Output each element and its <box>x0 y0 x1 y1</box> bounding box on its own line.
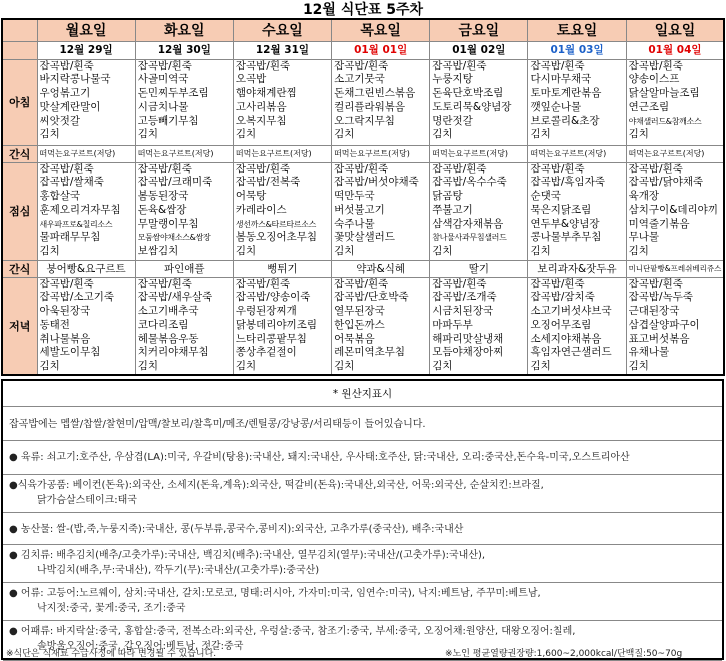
lunch-cell <box>332 162 430 260</box>
menu-item: 돈채그린빈스볶음 <box>334 87 416 100</box>
menu-item: 사골미역국 <box>137 73 189 86</box>
menu-item: 세발도이무침 <box>39 346 101 359</box>
menu-item: 잡곡밥/새우살죽 <box>137 291 213 304</box>
menu-item: 열무된장국 <box>334 305 385 318</box>
menu-item: 육개장 <box>628 190 660 203</box>
menu-item: 잡곡밥/흰죽 <box>432 162 487 175</box>
menu-item: 고등빼기무침 <box>137 114 199 127</box>
menu-item: 버섯불고기 <box>334 203 385 216</box>
day-name: 목요일 <box>332 19 430 41</box>
menu-item: 아욱된장국 <box>39 305 91 318</box>
menu-item: 근대된장국 <box>628 305 680 318</box>
menu-item: 어묵볶음 <box>334 332 375 345</box>
menu-item: 김치 <box>235 128 257 141</box>
menu-item: 봄동오징어초무침 <box>235 231 318 244</box>
menu-item: 다시마무채국 <box>530 73 592 86</box>
menu-item: 잡곡밥/소고기죽 <box>39 291 115 304</box>
breakfast-cell <box>430 59 528 145</box>
menu-item: 잡곡밥/잠치죽 <box>530 291 595 304</box>
day-name: 수요일 <box>233 19 331 41</box>
menu-item: 카레라이스 <box>235 203 287 216</box>
menu-item: 쭈불고기 <box>432 203 473 216</box>
origin-note-line: ● 어패류: 바지락살:중국, 홍합살:중국, 전복소라:외국산, 우렁살:중국, 참조기:중국, 부세:중국, 오징어채:원양산, 대왕오징어:칠레, <box>9 626 576 637</box>
menu-item: 동태전 <box>39 318 70 331</box>
day-date: 01월 02일 <box>430 41 528 59</box>
snack-item: 약과&식혜 <box>332 260 430 277</box>
menu-item: 우렁된장찌개 <box>235 305 297 318</box>
menu-item: 순댓국 <box>530 190 561 203</box>
origin-note-line: ●식육가공품: 베이컨(돈육):외국산, 소세지(돈육,계육):외국산, 떡갈비(돈육):국내산,외국산, 어묵:외국산, 순살치킨:브라질, <box>9 480 544 491</box>
date-row <box>2 41 724 59</box>
menu-item: 김치 <box>432 245 453 258</box>
menu-item: 삼치구이&데리야끼 <box>628 203 718 216</box>
menu-item: 삼색감자채볶음 <box>432 217 504 230</box>
corner-cell <box>2 19 37 41</box>
origin-note-line: ● 김치류: 배추김치(배추/고춧가루):국내산, 백김치(배추):국내산, 열무김치(열무):국내산/(고춧가루):국내산), <box>9 550 486 561</box>
menu-item: 맛살계란말이 <box>39 100 101 113</box>
menu-item: 치커리야채무침 <box>137 346 209 359</box>
snack-item: 떠먹는요구르트(저당) <box>233 145 331 162</box>
menu-item: 잡곡밥/흰죽 <box>628 162 683 175</box>
menu-item: 묵은지닭조림 <box>530 203 592 216</box>
snack-item: 보리과자&잣두유 <box>528 260 626 277</box>
snack-item: 떠먹는요구르트(저당) <box>332 145 430 162</box>
breakfast-row <box>2 59 724 145</box>
lunch-cell <box>528 162 626 260</box>
menu-item: 유채나물 <box>628 346 670 359</box>
origin-note-line: 솔방울오징어:중국, 갑오징어:베트남, 젓갈:중국 <box>37 641 244 652</box>
menu-item: 김치 <box>137 360 158 373</box>
origin-note-block <box>3 583 722 621</box>
day-name: 일요일 <box>626 19 724 41</box>
breakfast-cell <box>135 59 233 145</box>
rice-note-text: 잡곡밥에는 멥쌀/찹쌀/찰현미/압맥/찰보리/찰흑미/메조/렌틸콩/강낭콩/서리태등이 들어있습니다. <box>9 419 426 430</box>
menu-item: 잡곡밥/흰죽 <box>432 59 487 72</box>
dinner-cell <box>430 277 528 375</box>
menu-item: 김치 <box>39 128 60 141</box>
origin-note-line: ● 육류: 쇠고기:호주산, 우삼겹(LA):미국, 우갈비(탕용):국내산, 돼지:국내산, 우사태:호주산, 닭:국내산, 오리:중국산,돈수육-미국,오스트리아산 <box>9 452 630 463</box>
menu-item: 레몬미역초무침 <box>334 346 406 359</box>
origin-note-block <box>3 513 722 545</box>
menu-item: 삼겹살양파구이 <box>628 318 700 331</box>
menu-item: 잡곡밥/흰죽 <box>235 162 291 175</box>
menu-item: 김치 <box>334 245 355 258</box>
snack-item: 미니단팥빵&프레쉬베리쥬스 <box>626 260 724 277</box>
menu-item: 바지락콩나물국 <box>39 73 111 86</box>
menu-item: 헤물볶음우동 <box>137 332 199 345</box>
meal-plan-table <box>1 18 725 376</box>
origin-note-line: 낙지젓:중국, 꽃게:중국, 조기:중국 <box>37 603 186 614</box>
snack-item: 붕어빵&요구르트 <box>37 260 135 277</box>
menu-item: 잡곡밥/흰죽 <box>137 277 192 290</box>
origin-note-line: 나박김치(배추,무:국내산), 깍두기(무):국내산/(고춧가루):중국산) <box>37 565 320 576</box>
menu-item: 햄야채계란찜 <box>235 87 297 100</box>
breakfast-cell <box>37 59 135 145</box>
snack-item: 떠먹는요구르트(저당) <box>135 145 233 162</box>
menu-item: 우엉볶고기 <box>39 87 91 100</box>
menu-item: 김치 <box>628 245 649 258</box>
snack1-row <box>2 145 724 162</box>
snack-item: 딸기 <box>430 260 528 277</box>
dinner-cell <box>528 277 626 375</box>
origin-notes-header: * 원산지표시 <box>3 381 722 407</box>
origin-note-block <box>3 441 722 475</box>
day-name: 화요일 <box>135 19 233 41</box>
menu-item: 한입돈까스 <box>334 318 385 331</box>
menu-item: 고사리볶음 <box>235 100 287 113</box>
day-date: 12월 29일 <box>37 41 135 59</box>
menu-item: 잡곡밥/닭야채죽 <box>628 176 704 189</box>
day-date: 01월 01일 <box>332 41 430 59</box>
menu-item: 시금치된장국 <box>432 305 494 318</box>
breakfast-cell <box>233 59 331 145</box>
menu-item: 물파래무무침 <box>39 231 101 244</box>
dinner-label: 저녁 <box>2 277 37 375</box>
menu-item: 김치 <box>235 245 257 258</box>
menu-item: 잡곡밥/흰죽 <box>530 277 585 290</box>
menu-item: 소고기뭇국 <box>334 73 385 86</box>
menu-item: 잡곡밥/흰죽 <box>334 59 389 72</box>
menu-item: 김치 <box>432 128 453 141</box>
menu-item: 소세지야채볶음 <box>530 332 602 345</box>
menu-item: 쫑상추겉절이 <box>235 346 297 359</box>
menu-item: 김치 <box>137 128 158 141</box>
menu-item: 돈육단호박조림 <box>432 87 504 100</box>
menu-item: 잡곡밥/양송이죽 <box>235 291 311 304</box>
menu-item: 무말랭이무침 <box>137 217 199 230</box>
menu-item: 소고기버섯샤브국 <box>530 305 612 318</box>
menu-item: 김치 <box>334 128 355 141</box>
menu-item: 누룽지탕 <box>432 73 473 86</box>
breakfast-label: 아침 <box>2 59 37 145</box>
lunch-row <box>2 162 724 260</box>
day-date: 12월 30일 <box>135 41 233 59</box>
menu-item: 연두부&양념장 <box>530 217 600 230</box>
lunch-label: 점심 <box>2 162 37 260</box>
menu-item: 씨앗젓갈 <box>39 114 81 127</box>
menu-item: 홍합살국 <box>39 190 81 203</box>
origin-note-line: ● 농산물: 쌀-(밥,죽,누룽지죽):국내산, 콩(두부류,콩국수,콩비지):외국산, 고추가루(중국산), 배추:국내산 <box>9 524 464 535</box>
lunch-cell <box>37 162 135 260</box>
menu-item: 야채샐러드&참깨소스 <box>628 116 702 126</box>
breakfast-cell <box>528 59 626 145</box>
menu-item: 도토리묵&양념장 <box>432 100 512 113</box>
menu-item: 김치 <box>530 360 551 373</box>
menu-item: 생선까스&타르타르소스 <box>235 219 317 229</box>
menu-item: 브로콜리&초장 <box>530 114 600 127</box>
menu-item: 떡만두국 <box>334 190 375 203</box>
menu-item: 오곡밥 <box>235 73 267 86</box>
menu-item: 토마토계란볶음 <box>530 87 602 100</box>
menu-item: 마파두부 <box>432 318 473 331</box>
lunch-cell <box>233 162 331 260</box>
menu-item: 봄동된장국 <box>137 190 189 203</box>
snack-item: 떠먹는요구르트(저당) <box>37 145 135 162</box>
menu-item: 잡곡밥/흰죽 <box>628 277 683 290</box>
menu-item: 잡곡밥/흰죽 <box>235 277 291 290</box>
menu-item: 잡곡밥/흰죽 <box>39 59 94 72</box>
snack-item: 떠먹는요구르트(저당) <box>528 145 626 162</box>
menu-item: 명란젓갈 <box>432 114 473 127</box>
menu-item: 잡곡밥/전복죽 <box>235 176 301 189</box>
rice-note <box>3 407 722 441</box>
dinner-cell <box>135 277 233 375</box>
menu-item: 미역줄기볶음 <box>628 217 690 230</box>
menu-item: 훈제오리겨자무침 <box>39 203 121 216</box>
menu-item: 잡곡밥/쌀채죽 <box>39 176 104 189</box>
menu-item: 잡곡밥/흰죽 <box>530 59 585 72</box>
menu-item: 숙주나물 <box>334 217 375 230</box>
menu-item: 잡곡밥/흰죽 <box>137 59 192 72</box>
menu-item: 김치 <box>628 360 649 373</box>
snack-item: 떠먹는요구르트(저당) <box>430 145 528 162</box>
menu-item: 잡곡밥/단호박죽 <box>334 291 409 304</box>
menu-item: 잡곡밥/크래미죽 <box>137 176 213 189</box>
menu-item: 깻잎순나물 <box>530 100 582 113</box>
menu-item: 무나물 <box>628 231 660 244</box>
menu-item: 코다리조림 <box>137 318 189 331</box>
menu-item: 잡곡밥/흰죽 <box>334 277 389 290</box>
menu-item: 잡곡밥/녹두죽 <box>628 291 694 304</box>
menu-item: 오복지무침 <box>235 114 287 127</box>
page-title: 12월 식단표 5주차 <box>302 2 424 18</box>
day-name: 금요일 <box>430 19 528 41</box>
breakfast-cell <box>332 59 430 145</box>
snack-item: 파인애플 <box>135 260 233 277</box>
day-date: 12월 31일 <box>233 41 331 59</box>
menu-item: 느타리콩팥무침 <box>235 332 307 345</box>
origin-note-block <box>3 545 722 583</box>
menu-item: 연근조림 <box>628 100 670 113</box>
menu-item: 해파리맛살냉채 <box>432 332 504 345</box>
menu-item: 콩나물부추무침 <box>530 231 602 244</box>
day-name: 월요일 <box>37 19 135 41</box>
dinner-cell <box>332 277 430 375</box>
menu-item: 잡곡밥/옥수수죽 <box>432 176 507 189</box>
day-date: 01월 03일 <box>528 41 626 59</box>
origin-note-line: 닭가슴살스테이크:태국 <box>37 495 137 506</box>
footer-note-right: ※노인 평균열량권장량:1,600~2,000kcal/단백질:50~70g <box>445 649 683 659</box>
menu-item: 보쌈김치 <box>137 245 179 258</box>
menu-item: 잡곡밥/흑임자죽 <box>530 176 605 189</box>
dinner-cell <box>233 277 331 375</box>
menu-item: 잡곡밥/버섯야채죽 <box>334 176 419 189</box>
menu-item: 김치 <box>334 360 355 373</box>
menu-item: 잡곡밥/흰죽 <box>432 277 487 290</box>
menu-item: 양송이스프 <box>628 73 680 86</box>
menu-item: 잡곡밥/흰죽 <box>628 59 683 72</box>
lunch-cell <box>430 162 528 260</box>
menu-item: 잡곡밥/흰죽 <box>39 162 94 175</box>
menu-item: 어묵탕 <box>235 190 267 203</box>
menu-item: 잡곡밥/조개죽 <box>432 291 497 304</box>
lunch-cell <box>135 162 233 260</box>
menu-item: 김치 <box>530 245 551 258</box>
menu-item: 닭봉데리야끼조림 <box>235 318 318 331</box>
menu-item: 잡곡밥/흰죽 <box>334 162 389 175</box>
menu-item: 참나물사과무침샐러드 <box>432 233 507 243</box>
day-date: 01월 04일 <box>626 41 724 59</box>
menu-item: 닭살알마늘조림 <box>628 87 700 100</box>
origin-notes-panel <box>1 379 724 660</box>
menu-item: 돈민찌두부조림 <box>137 87 209 100</box>
snack2-row <box>2 260 724 277</box>
menu-item: 잡곡밥/흰죽 <box>137 162 192 175</box>
snack-item: 뻥튀기 <box>233 260 331 277</box>
menu-item: 김치 <box>530 128 551 141</box>
menu-item: 잡곡밥/흰죽 <box>39 277 94 290</box>
menu-item: 김치 <box>235 360 257 373</box>
menu-item: 닭곰탕 <box>432 190 463 203</box>
footer-note-left: ※식단은 식재료 수급사정에 따라 변경될 수 있습니다. <box>6 649 217 659</box>
menu-item: 소고기배추국 <box>137 305 199 318</box>
day-name-row <box>2 19 724 41</box>
snack2-label: 간식 <box>2 260 37 277</box>
menu-item: 취나물볶음 <box>39 332 91 345</box>
menu-item: 시금치나물 <box>137 100 189 113</box>
breakfast-cell <box>626 59 724 145</box>
origin-note-block <box>3 475 722 513</box>
menu-item: 김치 <box>39 245 60 258</box>
menu-item: 잡곡밥/흰죽 <box>235 59 291 72</box>
menu-item: 오그락지무침 <box>334 114 395 127</box>
menu-item: 모듬야채장아찌 <box>432 346 504 359</box>
menu-item: 표고버섯볶음 <box>628 332 690 345</box>
menu-item: 오징어무조림 <box>530 318 592 331</box>
menu-item: 컬리플라워볶음 <box>334 100 406 113</box>
menu-item: 꽃맛살샐러드 <box>334 231 395 244</box>
origin-note-line: ● 어류: 고등어:노르웨이, 삼치:국내산, 갈치:모로코, 명태:러시아, 가자미:미국, 임연수:미국), 낙지:베트남, 주꾸미:베트남, <box>9 588 541 599</box>
menu-item: 김치 <box>432 360 453 373</box>
day-name: 토요일 <box>528 19 626 41</box>
menu-item: 흑임자연근샐러드 <box>530 346 612 359</box>
menu-item: 김치 <box>628 128 649 141</box>
dinner-cell <box>37 277 135 375</box>
menu-item: 새우파프로&칠리소스 <box>39 219 113 229</box>
menu-item: 모둠쌈야채소스&쌈장 <box>137 233 211 243</box>
menu-item: 돈육&쌈장 <box>137 203 187 216</box>
dinner-row <box>2 277 724 375</box>
menu-item: 잡곡밥/흰죽 <box>530 162 585 175</box>
lunch-cell <box>626 162 724 260</box>
dinner-cell <box>626 277 724 375</box>
corner-cell <box>2 41 37 59</box>
snack-item: 떠먹는요구르트(저당) <box>626 145 724 162</box>
snack1-label: 간식 <box>2 145 37 162</box>
menu-item: 김치 <box>39 360 60 373</box>
